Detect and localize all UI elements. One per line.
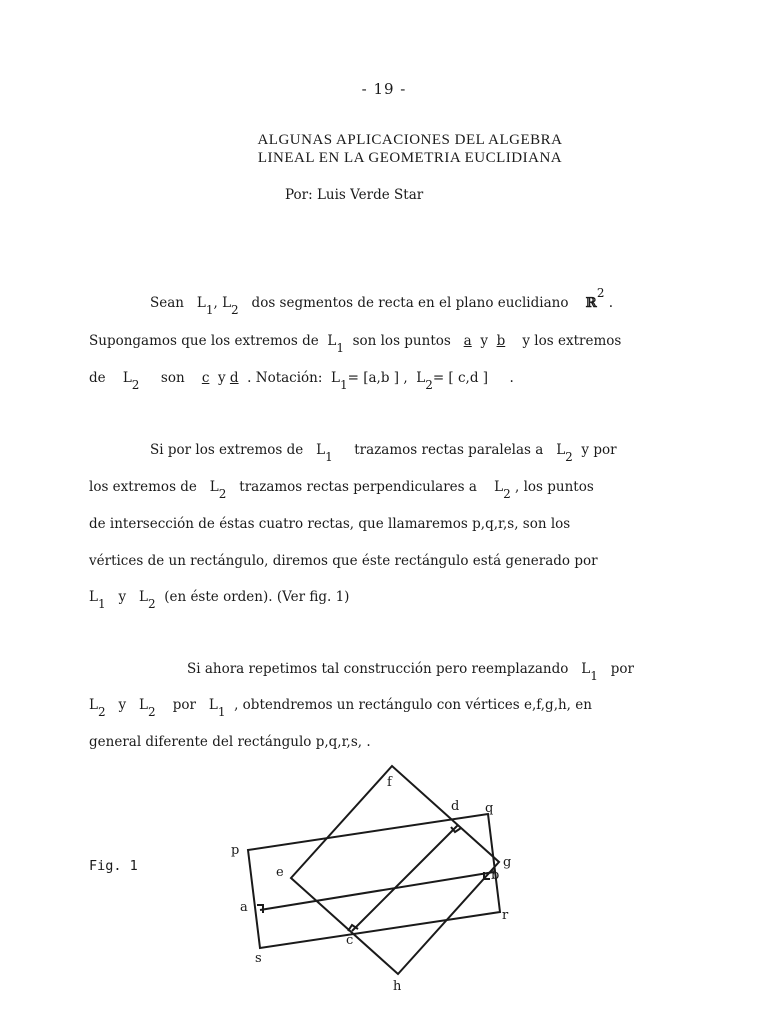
label-f: f: [387, 775, 392, 790]
math-R: ℝ: [585, 295, 597, 311]
subscript: 1: [336, 341, 344, 355]
title-line-2: LINEAL EN LA GEOMETRIA EUCLIDIANA: [257, 150, 563, 166]
text: y: [480, 333, 488, 349]
math-L: L: [494, 479, 504, 495]
text: Supongamos que los extremos de: [89, 333, 319, 349]
text: son: [160, 370, 185, 386]
text: . Notación:: [247, 370, 323, 386]
text: = [ c,d ]: [432, 370, 489, 386]
label-r: r: [502, 908, 509, 923]
text: y: [118, 697, 127, 713]
label-q: q: [485, 801, 494, 816]
text: y por: [581, 442, 617, 458]
text: y: [217, 370, 226, 386]
comma: ,: [213, 295, 218, 311]
math-L: L: [416, 370, 426, 386]
math-L: L: [139, 697, 148, 713]
math-L: L: [89, 589, 98, 605]
author: Por: Luis Verde Star: [285, 187, 424, 203]
text: , obtendremos un rectángulo con vértices e,f,g,h, en: [234, 697, 592, 713]
subscript: 2: [131, 378, 140, 392]
subscript: 1: [205, 303, 214, 317]
subscript: 1: [339, 378, 348, 392]
subscript: 2: [565, 450, 573, 464]
text: trazamos rectas perpendiculares a: [239, 479, 477, 495]
figure-label: Fig. 1: [89, 858, 138, 874]
text: y: [118, 589, 127, 605]
subscript: 2: [147, 705, 156, 719]
subscript: 2: [97, 705, 106, 719]
math-L: L: [222, 295, 232, 311]
label-c: c: [346, 933, 354, 948]
para2-line3: de intersección de éstas cuatro rectas, que llamaremos p,q,r,s, son los: [89, 516, 571, 532]
text: = [a,b ] ,: [347, 370, 408, 386]
subscript: 2: [231, 303, 239, 317]
math-L: L: [316, 442, 326, 458]
rectangle-pqrs: [248, 814, 500, 948]
text: son los puntos: [352, 333, 451, 349]
label-e: e: [276, 865, 284, 880]
text: por: [172, 697, 197, 713]
label-g: g: [503, 855, 512, 870]
page-number: - 19 -: [361, 80, 407, 98]
label-s: s: [255, 951, 262, 966]
superscript: 2: [596, 286, 605, 300]
para3-line3: general diferente del rectángulo p,q,r,s, .: [89, 734, 371, 750]
segment-L1: [260, 872, 494, 910]
point-c: c: [201, 370, 210, 386]
point-b: b: [496, 333, 506, 349]
math-L: L: [196, 295, 206, 311]
math-L: L: [331, 370, 340, 386]
dot: .: [608, 295, 614, 311]
label-a: a: [240, 900, 248, 915]
para2-line4: vértices de un rectángulo, diremos que éste rectángulo está generado por: [89, 553, 598, 569]
math-L: L: [556, 442, 566, 458]
math-L: L: [209, 479, 219, 495]
subscript: 1: [97, 597, 106, 611]
label-b: b: [491, 868, 500, 883]
math-L: L: [122, 370, 132, 386]
rectangle-efgh: [291, 766, 499, 974]
math-L: L: [89, 697, 98, 713]
math-L: L: [327, 333, 337, 349]
text: Sean: [150, 295, 184, 311]
point-d: d: [229, 370, 239, 386]
text: por: [610, 661, 634, 677]
math-L: L: [581, 661, 591, 677]
subscript: 2: [425, 378, 433, 392]
dot: .: [509, 370, 514, 386]
text: (en éste orden). (Ver fig. 1): [164, 589, 350, 605]
math-L: L: [208, 697, 218, 713]
point-a: a: [463, 333, 472, 349]
subscript: 2: [218, 487, 227, 501]
segment-L2: [352, 825, 458, 931]
text: Si por los extremos de: [150, 442, 304, 458]
subscript: 2: [503, 487, 511, 501]
label-h: h: [393, 979, 402, 994]
subscript: 2: [147, 597, 156, 611]
text: dos segmentos de recta en el plano euclidiano: [251, 295, 569, 311]
text: , los puntos: [515, 479, 594, 495]
text: trazamos rectas paralelas a: [354, 442, 544, 458]
subscript: 1: [325, 450, 333, 464]
text: los extremos de: [89, 479, 197, 495]
subscript: 1: [217, 705, 226, 719]
label-p: p: [231, 843, 240, 858]
math-L: L: [139, 589, 148, 605]
text: de: [89, 370, 106, 386]
text: y los extremos: [522, 333, 622, 349]
title-line-1: ALGUNAS APLICACIONES DEL ALGEBRA: [257, 132, 563, 148]
subscript: 1: [590, 669, 598, 683]
label-d: d: [451, 799, 460, 814]
text: Si ahora repetimos tal construcción pero reemplazando: [187, 661, 569, 677]
